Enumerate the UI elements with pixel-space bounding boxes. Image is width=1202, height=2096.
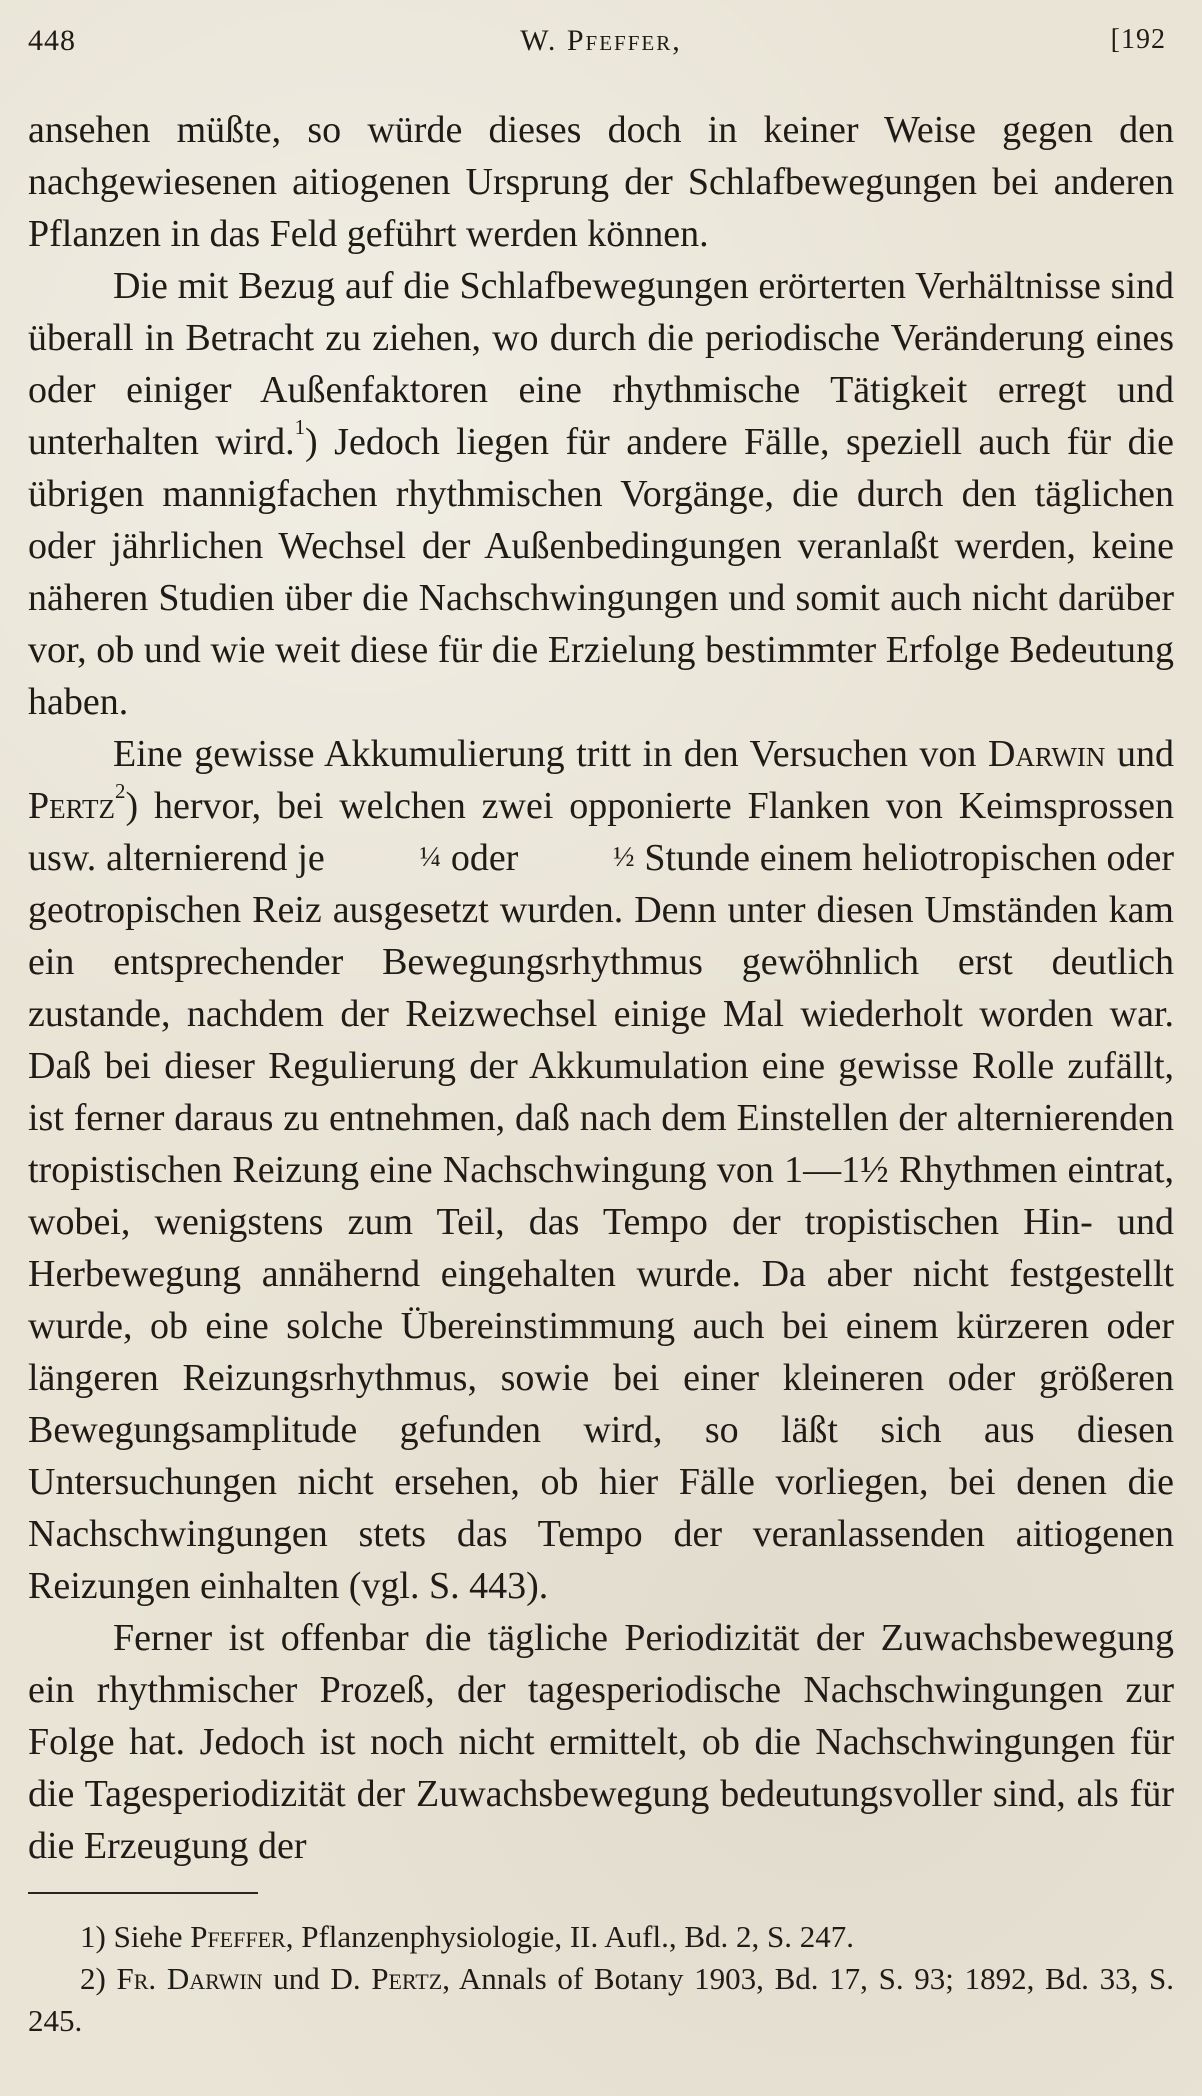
footnote-1-mark: 1) (80, 1919, 106, 1954)
author-name: W. Pfeffer, (520, 24, 682, 57)
fraction-half: ½ (613, 841, 635, 873)
footnote-divider (28, 1892, 258, 1894)
footnote-2-author-2: D. Pertz (330, 1961, 443, 1996)
paragraph-4: Ferner ist offenbar die tägliche Periodizität der Zuwachsbewegung ein rhythmischer Prozeß, der tagesperiodische Nachschwingungen zur Folge hat. Jedoch ist noch nicht ermittelt, ob die Nachschwingungen für die Tagesperiodizität der Zuwachsbewegung bedeutungsvoller sind, als für die Erzeugung der (28, 1617, 1174, 1867)
paragraph-3-intro: Eine gewisse Akkumulierung tritt in den Versuchen von (113, 733, 977, 775)
paragraph-3-text-c: Rhythmen eintrat, wobei, wenigstens zum Teil, das Tempo der tropistischen Hin- und Herbewegung annähernd eingehalten wurde. Da aber nicht festgestellt wurde, ob eine solche Übereinstimmung auch bei einem kürzeren oder längeren Reizungsrhythmus, sowie bei einer kleineren oder größeren Bewegungsamplitude gefunden wird, so läßt sich aus diesen Untersuchungen nicht ersehen, ob hier Fälle vorliegen, bei denen die Nachschwingungen stets das Tempo der veranlassenden aitiogenen Reizungen einhalten (vgl. S. 443). (28, 1149, 1175, 1607)
footnotes (28, 1916, 1174, 2042)
author-darwin: Darwin (987, 733, 1106, 775)
paragraph-1: ansehen müßte, so würde dieses doch in keiner Weise gegen den nachgewiesenen aitiogenen Ursprung der Schlafbewegungen bei anderen Pflanzen in das Feld geführt werden können. (28, 109, 1174, 255)
footnote-2-und: und (273, 1961, 320, 1996)
running-head (28, 24, 1174, 58)
footnote-ref-1: 1 (294, 415, 306, 440)
footnote-1-pre: Siehe (113, 1919, 183, 1954)
fraction-quarter: ¼ (419, 841, 441, 873)
footnote-2 (28, 1958, 1174, 2042)
paragraph-3-oder: oder (450, 837, 519, 879)
footnote-ref-2: 2 (115, 779, 126, 804)
footnote-1 (28, 1916, 1174, 1958)
page-number: 448 (28, 24, 76, 57)
body-text (28, 104, 1174, 1872)
paragraph-3 (28, 728, 1174, 1612)
footnote-1-text: , Pflanzenphysiologie, II. Aufl., Bd. 2, S. 247. (285, 1919, 854, 1954)
footnote-2-text: , Annals of Botany 1903, Bd. 17, S. 93; 1892, Bd. 33, S. 245. (28, 1961, 1175, 2038)
rhythm-range: 1—1½ (784, 1149, 889, 1191)
paragraph-2 (28, 260, 1174, 728)
original-page-number: [192 (1110, 24, 1166, 55)
paragraph-3-und: und (1117, 733, 1174, 775)
paragraph-3-text-b: Stunde einem heliotropischen oder geotropischen Reiz ausgesetzt wurden. Denn unter diesen Umständen kam ein entsprechender Bewegungsrhythmus gewöhnlich erst deutlich zustande, nachdem der Reizwechsel einige Mal wiederholt worden war. Daß bei dieser Regulierung der Akkumulation eine gewisse Rolle zufällt, ist ferner daraus zu entnehmen, daß nach dem Einstellen der alternierenden tropistischen Reizung eine Nachschwingung von (28, 837, 1175, 1191)
footnote-2-mark: 2) (80, 1961, 106, 1996)
page-header (28, 18, 1174, 76)
footnote-1-author: Pfeffer (190, 1919, 286, 1954)
paragraph-2-text-b: ) Jedoch liegen für andere Fälle, speziell auch für die übrigen mannigfachen rhythmischen Vorgänge, die durch den täglichen oder jährlichen Wechsel der Außenbedingungen veranlaßt werden, keine näheren Studien über die Nachschwingungen und somit auch nicht darüber vor, ob und wie weit diese für die Erzielung bestimmter Erfolge Bedeutung haben. (28, 421, 1174, 723)
paragraph-3-text-a: ) hervor, bei welchen zwei opponierte Flanken von Keimsprossen usw. alternierend je (28, 785, 1174, 879)
author-pertz: Pertz (28, 785, 115, 827)
footnote-2-author-1: Fr. Darwin (116, 1961, 263, 1996)
paragraph-2-text-a: Die mit Bezug auf die Schlafbewegungen erörterten Verhältnisse sind überall in Betracht zu ziehen, wo durch die periodische Veränderung eines oder einiger Außenfaktoren eine rhythmische Tätigkeit erregt und unterhalten wird. (28, 265, 1174, 463)
